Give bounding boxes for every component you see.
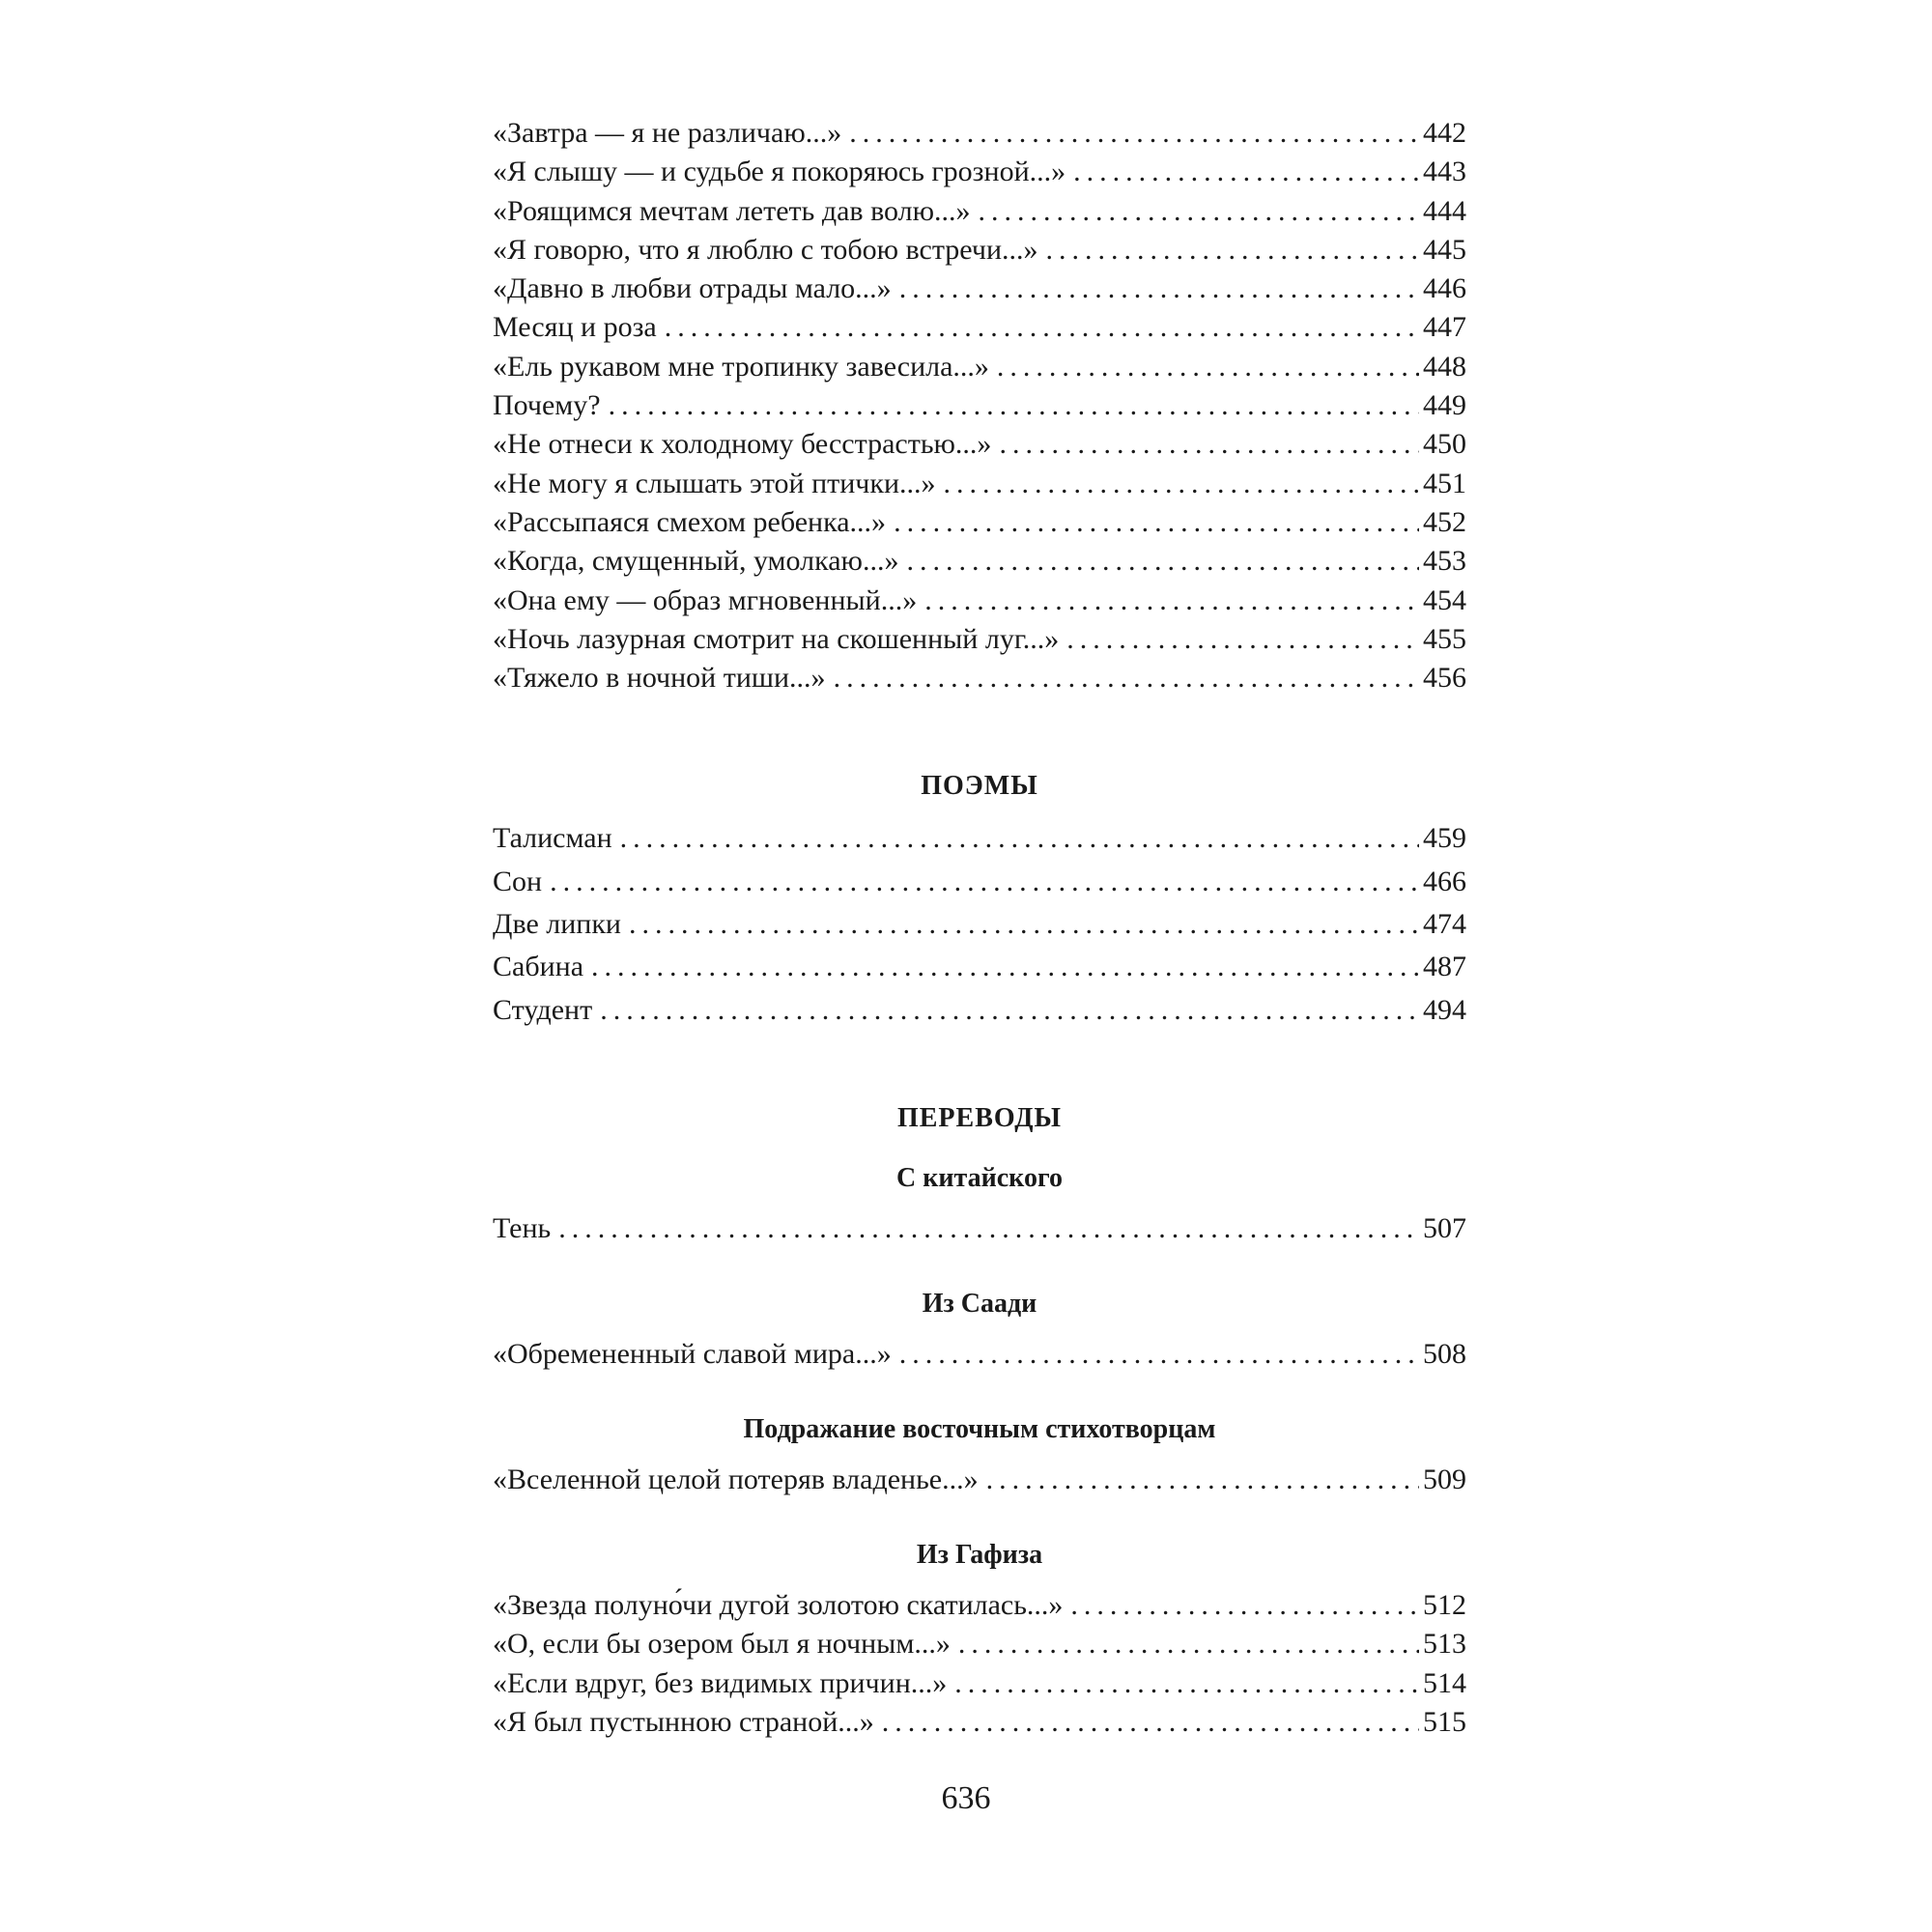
dot-leader xyxy=(899,270,1419,308)
section-heading-translations: ПЕРЕВОДЫ xyxy=(896,1102,1063,1133)
toc-block-hafiz xyxy=(493,1586,1466,1742)
toc-page xyxy=(493,114,1466,1742)
toc-entry-page: 455 xyxy=(1423,622,1466,655)
toc-entry-title: «Если вдруг, без видимых причин...» xyxy=(493,1666,948,1699)
dot-leader xyxy=(958,1625,1419,1663)
toc-entry-title: «Рассыпаяся смехом ребенка...» xyxy=(493,505,887,538)
toc-entry-page: 442 xyxy=(1423,117,1466,149)
dot-leader xyxy=(924,582,1419,620)
toc-entry-page: 459 xyxy=(1423,822,1466,855)
toc-entry-page: 508 xyxy=(1423,1337,1466,1370)
toc-entry-page: 513 xyxy=(1423,1628,1466,1661)
dot-leader xyxy=(834,659,1419,697)
toc-block-poems xyxy=(493,819,1466,1033)
toc-entry xyxy=(493,348,1466,386)
dot-leader xyxy=(849,114,1419,153)
toc-entry xyxy=(493,620,1466,659)
dot-leader xyxy=(609,386,1419,425)
dot-leader xyxy=(550,863,1419,901)
dot-leader xyxy=(906,542,1419,581)
toc-entry-page: 453 xyxy=(1423,545,1466,578)
toc-entry xyxy=(493,386,1466,425)
subsection-heading-chinese: С китайского xyxy=(896,1162,1063,1193)
page-number: 636 xyxy=(941,1780,991,1816)
toc-entry-page: 487 xyxy=(1423,951,1466,983)
toc-entry xyxy=(493,991,1466,1034)
toc-entry xyxy=(493,270,1466,308)
toc-entry-page: 514 xyxy=(1423,1666,1466,1699)
dot-leader xyxy=(882,1703,1419,1742)
toc-entry-title: «Когда, смущенный, умолкаю...» xyxy=(493,545,899,578)
subsection-heading-saadi: Из Саади xyxy=(922,1288,1037,1319)
section-heading-poems: ПОЭМЫ xyxy=(921,771,1038,802)
toc-entry-title: «О, если бы озером был я ночным...» xyxy=(493,1628,951,1661)
toc-entry xyxy=(493,905,1466,948)
toc-entry-page: 449 xyxy=(1423,389,1466,422)
toc-entry-page: 515 xyxy=(1423,1705,1466,1738)
toc-entry xyxy=(493,819,1466,862)
toc-entry-title: «Я был пустынною страной...» xyxy=(493,1705,874,1738)
toc-entry-title: Студент xyxy=(493,993,593,1026)
subsection-heading-hafiz: Из Гафиза xyxy=(916,1539,1043,1570)
toc-entry-title: «Обремененный славой мира...» xyxy=(493,1337,892,1370)
dot-leader xyxy=(1066,620,1419,659)
toc-entry-page: 452 xyxy=(1423,505,1466,538)
dot-leader xyxy=(591,948,1419,986)
dot-leader xyxy=(665,308,1419,347)
dot-leader xyxy=(600,991,1419,1030)
dot-leader xyxy=(979,192,1419,231)
toc-entry-title: «Я говорю, что я люблю с тобою встречи...» xyxy=(493,233,1038,266)
toc-entry xyxy=(493,308,1466,347)
dot-leader xyxy=(629,905,1419,944)
toc-entry-page: 443 xyxy=(1423,156,1466,188)
dot-leader xyxy=(620,819,1419,858)
toc-block-lyrics xyxy=(493,114,1466,697)
toc-entry-page: 450 xyxy=(1423,428,1466,461)
toc-entry xyxy=(493,1335,1466,1374)
toc-entry xyxy=(493,1209,1466,1248)
toc-entry-page: 512 xyxy=(1423,1588,1466,1621)
toc-entry-page: 509 xyxy=(1423,1463,1466,1495)
dot-leader xyxy=(997,348,1419,386)
toc-entry xyxy=(493,114,1466,153)
toc-entry xyxy=(493,1625,1466,1663)
dot-leader xyxy=(899,1335,1419,1374)
toc-entry xyxy=(493,465,1466,503)
toc-entry xyxy=(493,153,1466,191)
toc-entry-title: «Роящимся мечтам лететь дав волю...» xyxy=(493,194,971,227)
toc-entry xyxy=(493,659,1466,697)
toc-entry-title: «Вселенной целой потеряв владенье...» xyxy=(493,1463,979,1495)
toc-entry-title: «Она ему — образ мгновенный...» xyxy=(493,583,918,616)
dot-leader xyxy=(558,1209,1419,1248)
toc-entry xyxy=(493,1664,1466,1703)
toc-entry-title: «Не могу я слышать этой птички...» xyxy=(493,467,936,499)
toc-entry-title: «Давно в любви отрады мало...» xyxy=(493,272,892,305)
toc-entry-title: Две липки xyxy=(493,908,621,941)
toc-entry xyxy=(493,542,1466,581)
dot-leader xyxy=(954,1664,1419,1703)
subsection-heading-eastern: Подражание восточным стихотворцам xyxy=(743,1413,1216,1444)
toc-entry-title: Тень xyxy=(493,1211,552,1244)
toc-entry-title: Сон xyxy=(493,865,543,897)
toc-entry-page: 444 xyxy=(1423,194,1466,227)
toc-entry-page: 448 xyxy=(1423,350,1466,383)
toc-entry-page: 451 xyxy=(1423,467,1466,499)
toc-entry-title: «Не отнеси к холодному бесстрастью...» xyxy=(493,428,992,461)
dot-leader xyxy=(999,425,1419,464)
dot-leader xyxy=(986,1461,1419,1499)
toc-entry xyxy=(493,1461,1466,1499)
toc-entry-page: 507 xyxy=(1423,1211,1466,1244)
toc-entry-page: 456 xyxy=(1423,662,1466,695)
toc-entry-title: Месяц и роза xyxy=(493,311,657,344)
toc-entry-page: 474 xyxy=(1423,908,1466,941)
toc-entry xyxy=(493,582,1466,620)
toc-entry-title: Почему? xyxy=(493,389,601,422)
toc-entry-page: 445 xyxy=(1423,233,1466,266)
toc-entry-title: «Я слышу — и судьбе я покоряюсь грозной...» xyxy=(493,156,1066,188)
toc-entry-title: Сабина xyxy=(493,951,584,983)
toc-entry-title: «Завтра — я не различаю...» xyxy=(493,117,842,149)
toc-entry-page: 466 xyxy=(1423,865,1466,897)
toc-entry-page: 446 xyxy=(1423,272,1466,305)
toc-entry xyxy=(493,425,1466,464)
toc-entry-title: «Ель рукавом мне тропинку завесила...» xyxy=(493,350,989,383)
toc-entry xyxy=(493,948,1466,990)
toc-entry xyxy=(493,503,1466,542)
dot-leader xyxy=(1073,153,1419,191)
dot-leader xyxy=(1046,231,1419,270)
toc-entry-page: 447 xyxy=(1423,311,1466,344)
toc-entry xyxy=(493,1703,1466,1742)
toc-entry xyxy=(493,1586,1466,1625)
dot-leader xyxy=(894,503,1419,542)
toc-entry xyxy=(493,231,1466,270)
toc-entry-page: 494 xyxy=(1423,993,1466,1026)
dot-leader xyxy=(1070,1586,1419,1625)
toc-entry-page: 454 xyxy=(1423,583,1466,616)
dot-leader xyxy=(944,465,1419,503)
toc-entry-title: «Звезда полуно́чи дугой золотою скатилась...» xyxy=(493,1588,1064,1621)
toc-entry xyxy=(493,863,1466,905)
toc-entry-title: Талисман xyxy=(493,822,612,855)
toc-entry-title: «Ночь лазурная смотрит на скошенный луг...» xyxy=(493,622,1060,655)
toc-entry xyxy=(493,192,1466,231)
toc-entry-title: «Тяжело в ночной тиши...» xyxy=(493,662,826,695)
